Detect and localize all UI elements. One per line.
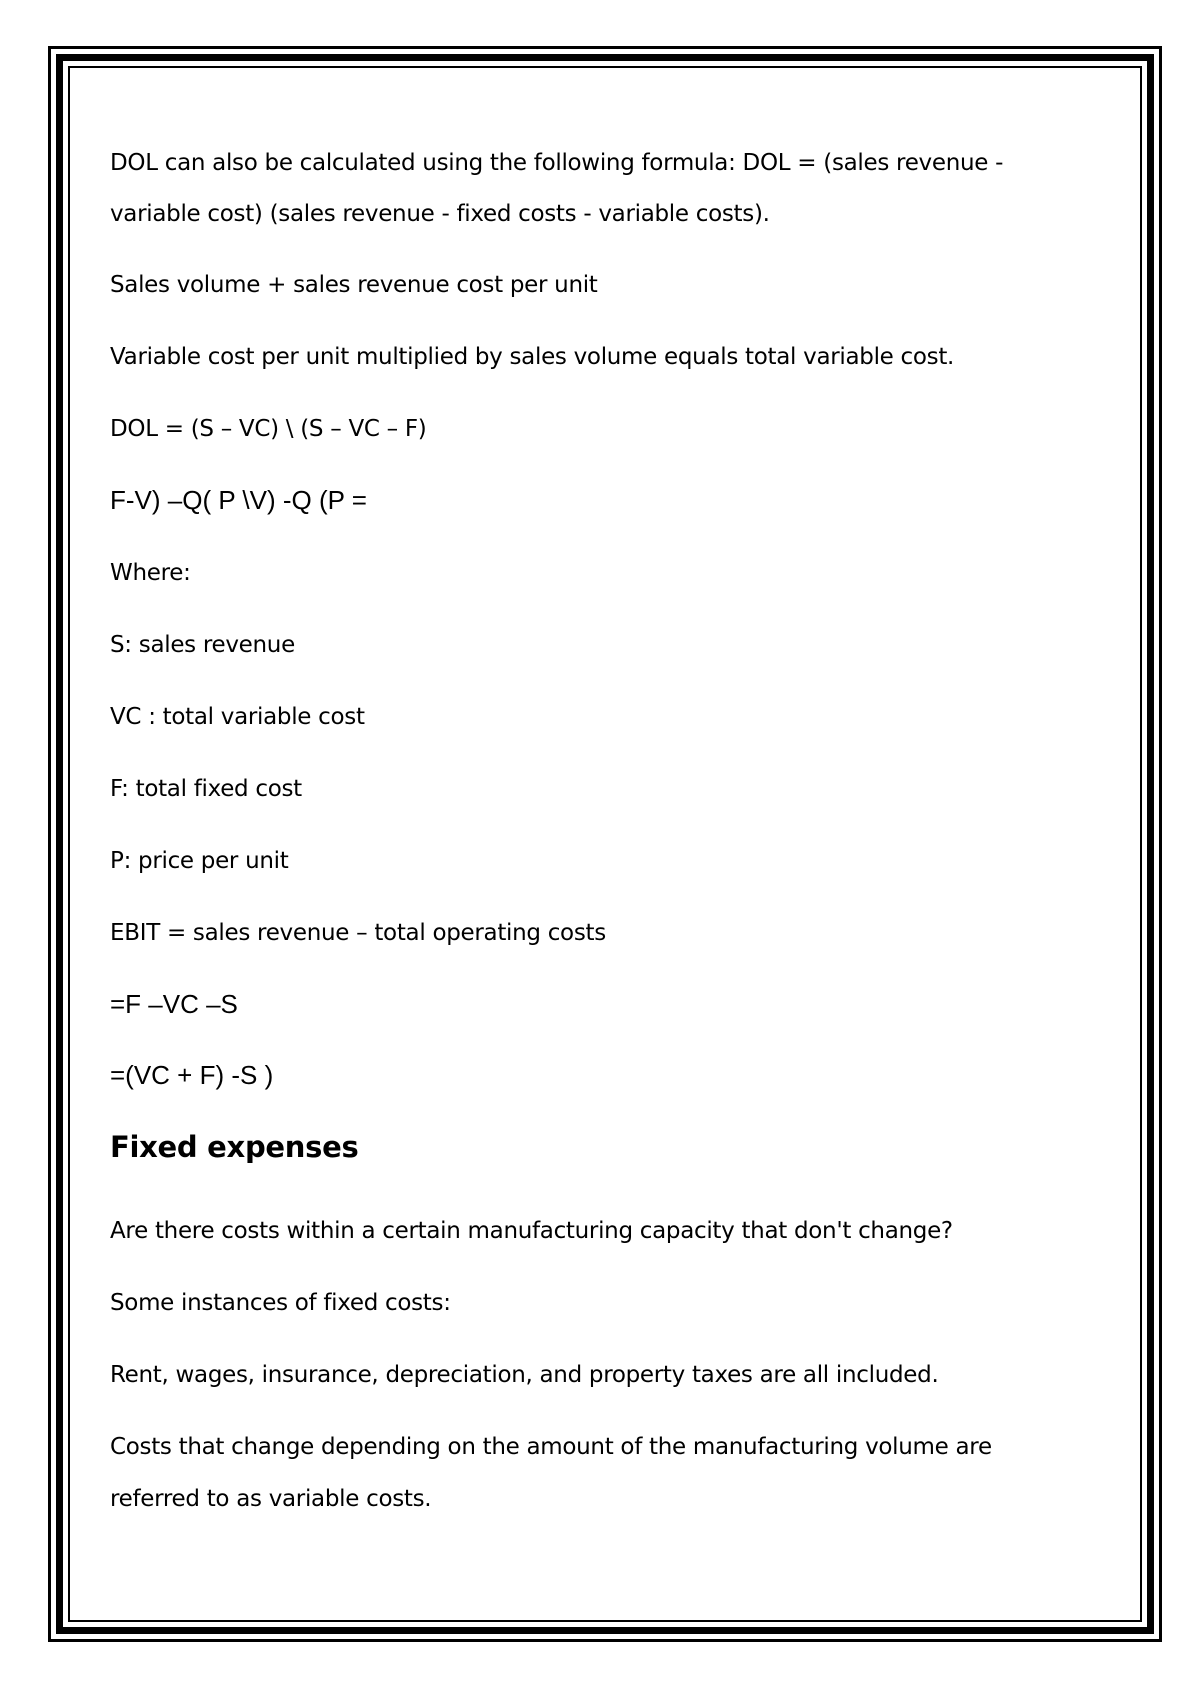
paragraph-variable-definition-line-2: referred to as variable costs. (110, 1486, 432, 1512)
paragraph-sales-volume: Sales volume + sales revenue cost per unit (110, 272, 598, 298)
paragraph-fixed-definition: Are there costs within a certain manufacturing capacity that don't change? (110, 1218, 953, 1244)
definition-vc: VC : total variable cost (110, 704, 365, 730)
paragraph-fixed-instances: Some instances of fixed costs: (110, 1290, 451, 1316)
formula-ebit: EBIT = sales revenue – total operating costs (110, 920, 606, 946)
definition-p: P: price per unit (110, 848, 289, 874)
paragraph-variable-definition-line-1: Costs that change depending on the amount of the manufacturing volume are (110, 1434, 992, 1460)
definition-f: F: total fixed cost (110, 776, 302, 802)
formula-dol: DOL = (S – VC) \ (S – VC – F) (110, 416, 427, 442)
formula-expanded: F-V) –Q( P \V) -Q (P = (110, 485, 367, 515)
where-label: Where: (110, 560, 191, 586)
paragraph-variable-cost: Variable cost per unit multiplied by sales volume equals total variable cost. (110, 344, 955, 370)
section-heading-fixed-expenses: Fixed expenses (110, 1130, 359, 1164)
formula-ebit-step-1: =F –VC –S (110, 989, 238, 1019)
paragraph-dol-formula-line-2: variable cost) (sales revenue - fixed costs - variable costs). (110, 201, 770, 227)
formula-ebit-step-2: =(VC + F) -S ) (110, 1060, 274, 1090)
paragraph-fixed-examples: Rent, wages, insurance, depreciation, and property taxes are all included. (110, 1362, 939, 1388)
paragraph-dol-formula-line-1: DOL can also be calculated using the following formula: DOL = (sales revenue - (110, 150, 1004, 176)
definition-s: S: sales revenue (110, 632, 295, 658)
